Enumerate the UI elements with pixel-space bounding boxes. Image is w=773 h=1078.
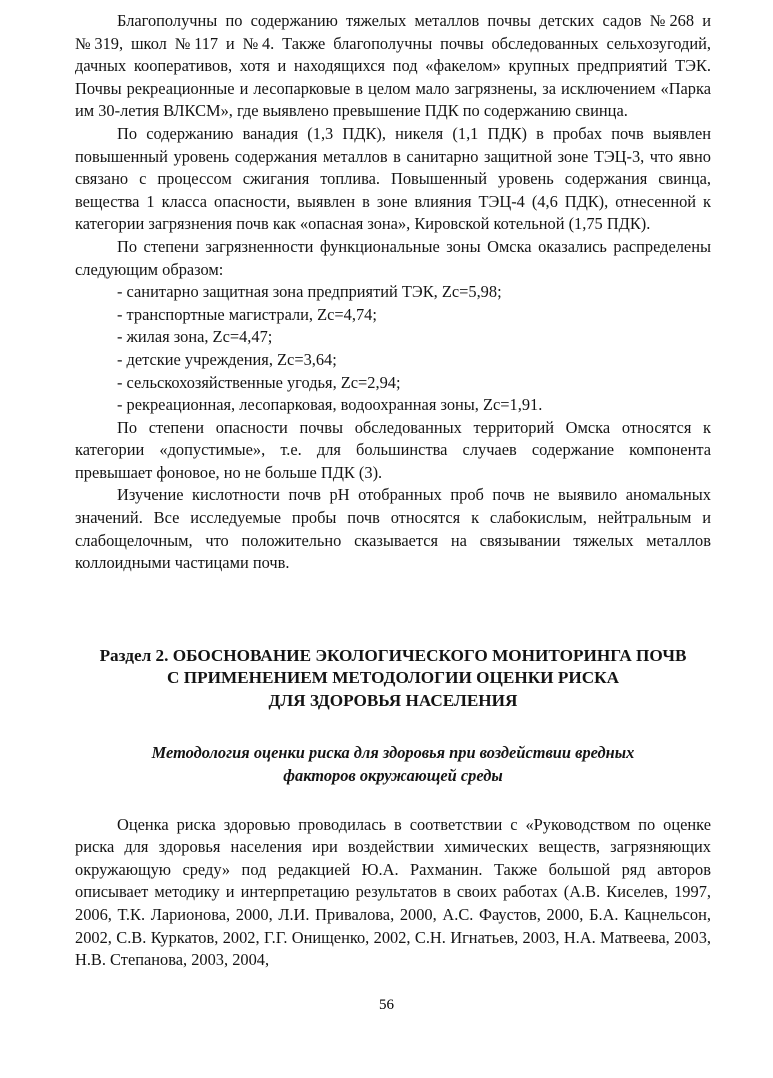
list-item: - сельскохозяйственные угодья, Zc=2,94; (117, 372, 401, 392)
section-title-line: С ПРИМЕНЕНИЕМ МЕТОДОЛОГИИ ОЦЕНКИ РИСКА (167, 668, 619, 688)
subtitle-line: Методология оценки риска для здоровья при воздействии вредных (151, 743, 635, 763)
list-item: - рекреационная, лесопарковая, водоохранная зоны, Zc=1,91. (117, 395, 543, 415)
zones-list (75, 281, 711, 417)
list-item: - санитарно защитная зона предприятий ТЭК, Zc=5,98; (117, 282, 502, 302)
list-item: - транспортные магистрали, Zc=4,74; (117, 304, 377, 324)
section-title-line: Раздел 2. ОБОСНОВАНИЕ ЭКОЛОГИЧЕСКОГО МОНИТОРИНГА ПОЧВ (99, 645, 687, 665)
section-title (75, 645, 711, 713)
paragraph-metals-safe: Благополучны по содержанию тяжелых металлов почвы детских садов №268 и №319, школ №117 и №4. Также благополучны почвы обследованных сельхозугодий, дачных кооперативов, хотя и находящихся под «факелом» крупных предприятий ТЭК. Почвы рекреационные и лесопарковые в целом мало загрязнены, за исключением «Парка им 30-летия ВЛКСМ», где выявлено превышение ПДК по содержанию свинца. (75, 11, 711, 121)
list-item: - детские учреждения, Zc=3,64; (117, 349, 337, 369)
section-subtitle (75, 742, 711, 787)
paragraph-vanadium-nickel: По содержанию ванадия (1,3 ПДК), никеля (1,1 ПДК) в пробах почв выявлен повышенный уровень содержания металлов в санитарно защитной зоне ТЭЦ-3, что явно связано с процессом сжигания топлива. Повышенный уровень содержания свинца, вещества 1 класса опасности, выявлен в зоне влияния ТЭЦ-4 (4,6 ПДК), отнесенной к категории загрязнения почв как «опасная зона», Кировской котельной (1,75 ПДК). (75, 123, 711, 234)
paragraph-zones-intro: По степени загрязненности функциональные зоны Омска оказались распределены следующим образом: (75, 236, 711, 279)
section-title-line: ДЛЯ ЗДОРОВЬЯ НАСЕЛЕНИЯ (268, 690, 518, 710)
paragraph-acidity: Изучение кислотности почв pH отобранных проб почв не выявило аномальных значений. Все исследуемые пробы почв относятся к слабокислым, нейтральным и слабощелочным, что положительно сказывается на связывании тяжелых металлов коллоидными частицами почв. (75, 485, 711, 573)
subtitle-line: факторов окружающей среды (283, 765, 503, 785)
page-number: 56 (379, 997, 394, 1013)
list-item: - жилая зона, Zc=4,47; (117, 327, 273, 347)
paragraph-risk-assessment: Оценка риска здоровью проводилась в соответствии с «Руководством по оценке риска для здоровья населения ири воздействии химических веществ, загрязняющих окружающую среду» под редакцией Ю.А. Рахманин. Также большой ряд авторов описывает методику и интерпретацию результатов в своих работах (А.В. Киселев, 1997, 2006, Т.К. Ларионова, 2000, Л.И. Привалова, 2000, А.С. Фаустов, 2000, Б.А. Кацнельсон, 2002, С.В. Куркатов, 2002, Г.Г. Онищенко, 2002, С.Н. Игнатьев, 2003, Н.А. Матвеева, 2003, Н.В. Степанова, 2003, 2004, (75, 814, 711, 970)
paragraph-danger-category: По степени опасности почвы обследованных территорий Омска относятся к категории «допустимые», т.е. для большинства случаев содержание компонента превышает фоновое, но не больше ПДК (3). (75, 417, 711, 482)
section-spacer (75, 575, 711, 601)
